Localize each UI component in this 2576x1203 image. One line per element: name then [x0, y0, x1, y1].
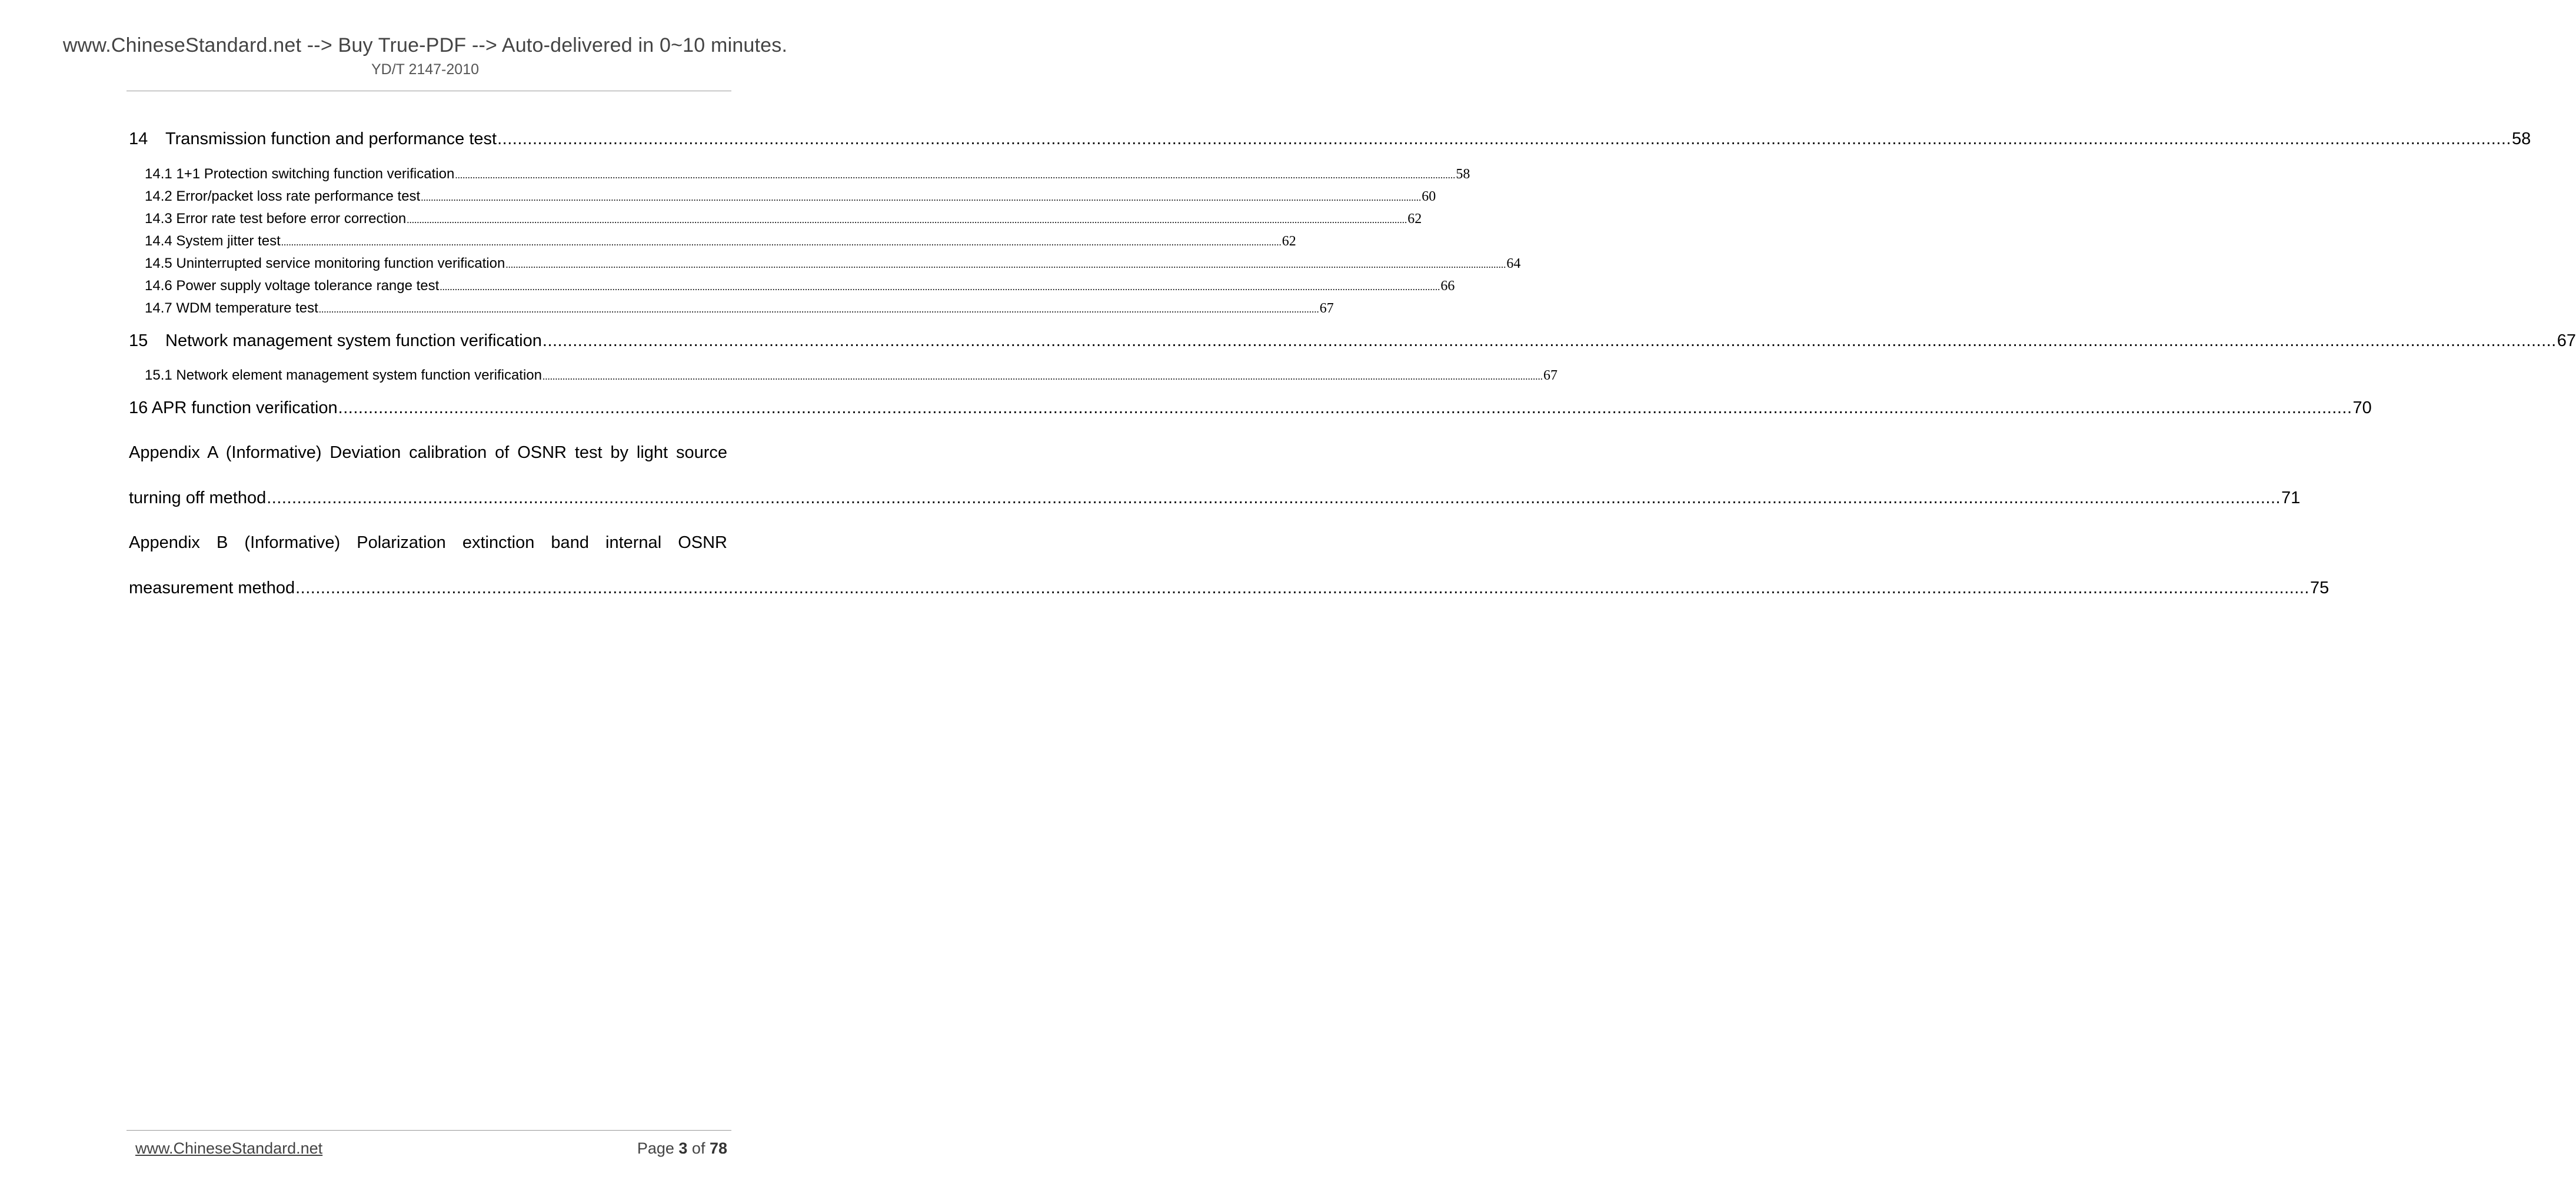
toc-page-number: 67 [1543, 368, 1557, 383]
toc-page-number: 70 [2352, 398, 2372, 417]
toc-leader: ................................................................................................................................................................................................................................................................................................................................................................................................................ [421, 192, 1422, 203]
toc-entry-14-2[interactable] [145, 188, 1436, 205]
toc-page-number: 71 [2281, 488, 2301, 507]
toc-page-number: 66 [1440, 278, 1455, 294]
toc-label: 14.5 Uninterrupted service monitoring function verification [145, 255, 505, 271]
toc-entry-14-5[interactable] [145, 255, 1521, 272]
toc-entry-appendix-a-line1[interactable]: Appendix A (Informative) Deviation calibration of OSNR test by light source [129, 443, 727, 462]
toc-label: 14 Transmission function and performance test [129, 129, 497, 148]
toc-label: 14.3 Error rate test before error correction [145, 211, 407, 227]
toc-entry-14-3[interactable] [145, 211, 1422, 227]
toc-entry-14-1[interactable] [145, 166, 1470, 182]
toc-page-number: 62 [1407, 211, 1422, 227]
toc-entry-15-1[interactable] [145, 367, 1557, 384]
footer-page-indicator: Page 3 of 78 [637, 1139, 727, 1157]
toc-leader: ................................................................................................................................................................................................................................................................................................................................................................................................................ [318, 304, 1319, 315]
toc-page-number: 75 [2309, 579, 2329, 597]
toc-leader: ................................................................................................................................................................................................................................................................................................................................................................................................................ [295, 579, 2309, 597]
toc-entry-14-4[interactable] [145, 233, 1296, 250]
toc-leader: ................................................................................................................................................................................................................................................................................................................................................................................................................ [455, 170, 1456, 181]
footer-website-link[interactable]: www.ChineseStandard.net [135, 1139, 323, 1157]
toc-leader: ................................................................................................................................................................................................................................................................................................................................................................................................................ [542, 331, 2557, 350]
footer-divider [127, 1130, 731, 1131]
toc-label: 14.2 Error/packet loss rate performance test [145, 188, 421, 204]
toc-page-number: 67 [1319, 301, 1334, 316]
toc-entry-14[interactable] [129, 129, 2531, 149]
current-page-number: 3 [678, 1139, 688, 1157]
toc-leader: ................................................................................................................................................................................................................................................................................................................................................................................................................ [338, 398, 2352, 417]
toc-entry-16[interactable] [129, 398, 2372, 418]
total-pages: 78 [709, 1139, 727, 1157]
toc-entry-14-7[interactable] [145, 300, 1334, 317]
toc-page-number: 67 [2557, 331, 2576, 350]
toc-label: 15 Network management system function verification [129, 331, 542, 350]
toc-leader: ................................................................................................................................................................................................................................................................................................................................................................................................................ [543, 371, 1543, 382]
toc-entry-appendix-a[interactable] [129, 488, 2301, 508]
toc-page-number: 60 [1422, 189, 1436, 204]
toc-leader: ................................................................................................................................................................................................................................................................................................................................................................................................................ [407, 214, 1407, 225]
toc-leader: ................................................................................................................................................................................................................................................................................................................................................................................................................ [440, 281, 1440, 293]
toc-label: measurement method [129, 579, 295, 597]
toc-leader: ................................................................................................................................................................................................................................................................................................................................................................................................................ [267, 488, 2281, 507]
toc-label: turning off method [129, 488, 267, 507]
toc-page-number: 62 [1282, 234, 1296, 249]
toc-label: 16 APR function verification [129, 398, 338, 417]
page-header-banner: www.ChineseStandard.net --> Buy True-PDF --> Auto-delivered in 0~10 minutes. [62, 34, 788, 57]
toc-entry-14-6[interactable] [145, 278, 1455, 294]
document-code: YD/T 2147-2010 [371, 61, 479, 78]
toc-leader: ................................................................................................................................................................................................................................................................................................................................................................................................................ [281, 237, 1282, 248]
toc-entry-appendix-b[interactable] [129, 579, 2329, 598]
toc-page-number: 58 [1456, 167, 1470, 182]
toc-leader: ................................................................................................................................................................................................................................................................................................................................................................................................................ [497, 129, 2511, 148]
toc-entry-15[interactable] [129, 331, 2576, 351]
toc-label: 14.4 System jitter test [145, 233, 281, 249]
toc-label: 14.7 WDM temperature test [145, 300, 318, 316]
toc-label: 14.6 Power supply voltage tolerance range test [145, 278, 440, 294]
toc-entry-appendix-b-line1[interactable]: Appendix B (Informative) Polarization extinction band internal OSNR [129, 533, 727, 552]
toc-page-number: 58 [2511, 129, 2531, 148]
toc-label: 14.1 1+1 Protection switching function verification [145, 166, 455, 182]
toc-label: 15.1 Network element management system function verification [145, 367, 542, 383]
toc-leader: ................................................................................................................................................................................................................................................................................................................................................................................................................ [505, 259, 1506, 270]
toc-page-number: 64 [1506, 256, 1521, 271]
